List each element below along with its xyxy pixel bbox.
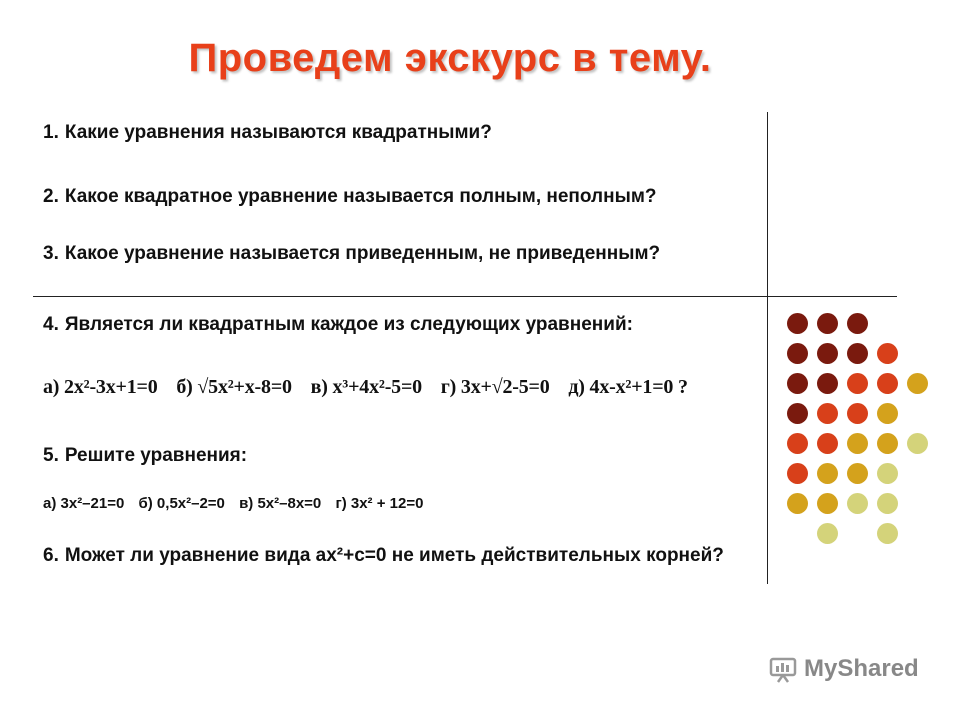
slide-title: Проведем экскурс в тему. bbox=[188, 36, 712, 80]
equation-g: г) 3x² + 12=0 bbox=[335, 495, 424, 512]
question-number: 6. bbox=[43, 545, 59, 566]
question-number: 5. bbox=[43, 445, 59, 466]
decorative-dot bbox=[787, 343, 808, 364]
decorative-dot bbox=[817, 343, 838, 364]
equation-a: а) 2x²-3x+1=0 bbox=[43, 376, 158, 398]
decorative-dot bbox=[907, 373, 928, 394]
question-number: 4. bbox=[43, 314, 59, 335]
question-4 bbox=[43, 314, 633, 336]
q5-equations bbox=[43, 495, 433, 512]
decorative-dot bbox=[787, 493, 808, 514]
equation-v: в) x³+4x²-5=0 bbox=[310, 376, 422, 398]
question-1 bbox=[43, 122, 492, 144]
equation-d: д) 4x-x²+1=0 ? bbox=[568, 376, 688, 398]
q4-equations bbox=[43, 376, 702, 399]
question-text: Решите уравнения: bbox=[64, 445, 248, 466]
question-6 bbox=[43, 545, 724, 567]
decorative-dot bbox=[847, 463, 868, 484]
decorative-dot bbox=[787, 463, 808, 484]
watermark bbox=[768, 654, 919, 684]
equation-b: б) √5x²+x-8=0 bbox=[176, 376, 292, 398]
decorative-dot bbox=[817, 403, 838, 424]
decorative-dot bbox=[787, 433, 808, 454]
decorative-dot bbox=[787, 373, 808, 394]
decorative-dot bbox=[847, 493, 868, 514]
decorative-dot bbox=[877, 343, 898, 364]
question-number: 1. bbox=[43, 122, 59, 143]
decorative-dot bbox=[877, 433, 898, 454]
decorative-dot bbox=[877, 523, 898, 544]
equation-b: б) 0,5x²–2=0 bbox=[138, 495, 225, 512]
equation-v: в) 5x²–8x=0 bbox=[239, 495, 322, 512]
decorative-dot bbox=[877, 493, 898, 514]
question-text: Является ли квадратным каждое из следующих уравнений: bbox=[64, 314, 633, 335]
decorative-dot bbox=[787, 313, 808, 334]
watermark-text: MyShared bbox=[804, 655, 919, 682]
decorative-dot bbox=[907, 433, 928, 454]
decorative-dot bbox=[787, 403, 808, 424]
decorative-dot bbox=[847, 343, 868, 364]
decorative-dot bbox=[817, 433, 838, 454]
question-number: 3. bbox=[43, 243, 59, 264]
question-3 bbox=[43, 243, 660, 265]
equation-g: г) 3x+√2-5=0 bbox=[440, 376, 550, 398]
decorative-dot bbox=[877, 463, 898, 484]
question-text: Какое уравнение называется приведенным, не приведенным? bbox=[64, 243, 661, 264]
decorative-dot bbox=[817, 313, 838, 334]
question-text: Какое квадратное уравнение называется полным, неполным? bbox=[64, 186, 657, 207]
decorative-dot bbox=[847, 373, 868, 394]
question-2 bbox=[43, 186, 656, 208]
decorative-dot bbox=[817, 373, 838, 394]
question-text: Какие уравнения называются квадратными? bbox=[64, 122, 492, 143]
decorative-dot bbox=[817, 493, 838, 514]
decorative-dot bbox=[817, 463, 838, 484]
question-text: Может ли уравнение вида ax²+c=0 не иметь действительных корней? bbox=[64, 545, 724, 566]
decorative-dot bbox=[817, 523, 838, 544]
question-5 bbox=[43, 445, 247, 467]
vertical-divider bbox=[767, 112, 768, 584]
decorative-dot bbox=[877, 403, 898, 424]
decorative-dot bbox=[877, 373, 898, 394]
question-number: 2. bbox=[43, 186, 59, 207]
decorative-dot bbox=[847, 313, 868, 334]
presentation-icon bbox=[768, 654, 798, 684]
equation-a: а) 3x²–21=0 bbox=[43, 495, 125, 512]
horizontal-divider bbox=[33, 296, 897, 297]
decorative-dot bbox=[847, 403, 868, 424]
decorative-dot bbox=[847, 433, 868, 454]
